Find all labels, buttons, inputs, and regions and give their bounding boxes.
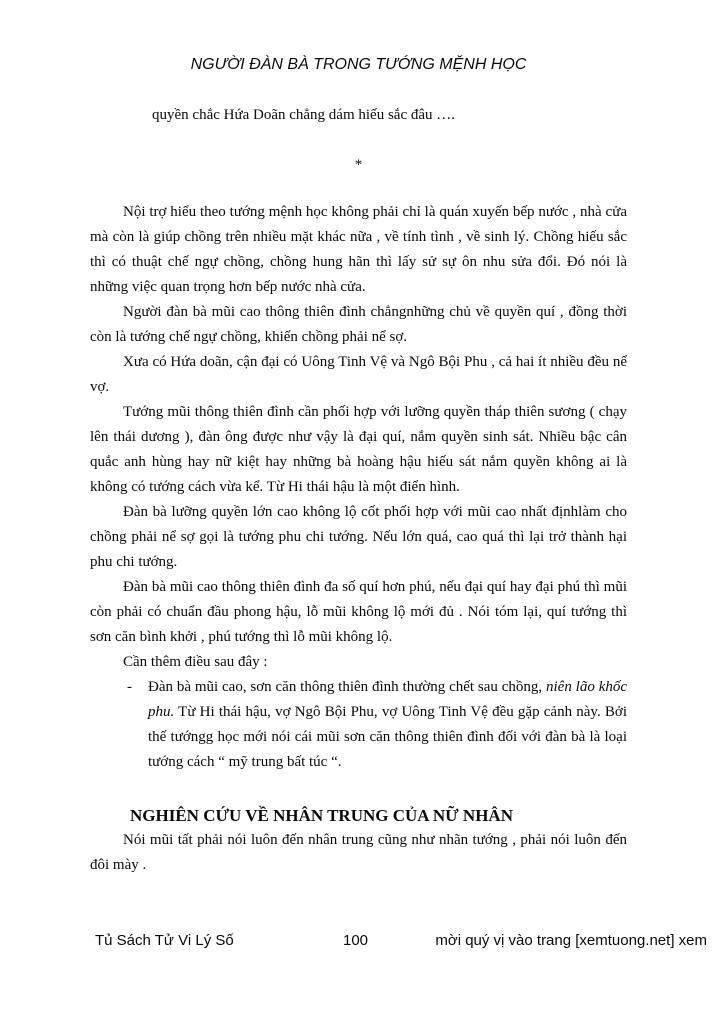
- section-heading: NGHIÊN CỨU VỀ NHÂN TRUNG CỦA NỮ NHÂN: [130, 806, 513, 825]
- paragraph: Đàn bà lưỡng quyền lớn cao không lộ cốt phối hợp với mũi cao nhất địnhlàm cho chồng phải nể sợ gọi là tướng phu chi tướng. Nếu lớn quá, cao quá thì lại trở thành hại phu chi tướng.: [90, 504, 627, 570]
- closing-paragraph: Nói mũi tất phải nói luôn đến nhân trung cũng như nhãn tướng , phải nói luôn đến đôi mày .: [90, 832, 627, 873]
- page-content: [90, 0, 627, 878]
- footer-series-title: Tủ Sách Tử Vi Lý Số: [95, 932, 234, 949]
- paragraph: Tướng mũi thông thiên đình cần phối hợp với lưỡng quyền tháp thiên sương ( chạy lên thái dương ), đàn ông được như vậy là đại quí, nắm quyền sinh sát. Nhiều bậc cân quắc anh hùng hay nữ kiệt hay những bà hoàng hậu hiếu sát nắm quyền không ai là không có tướng cách vừa kể. Từ Hi thái hậu là một điển hình.: [90, 404, 627, 495]
- bullet-dash-marker: -: [127, 679, 132, 695]
- paragraph: Xưa có Hứa doãn, cận đại có Uông Tinh Vệ và Ngô Bội Phu , cả hai ít nhiều đều nể vợ.: [90, 354, 627, 395]
- continuation-line: quyền chắc Hứa Doãn chẳng dám hiếu sắc đâu ….: [152, 107, 456, 123]
- body-text: [90, 200, 627, 878]
- section-separator-star: *: [354, 157, 363, 173]
- footer-site-note: mời quý vị vào trang [xemtuong.net] xem: [435, 932, 707, 949]
- bullet-text-pre: Đàn bà mũi cao, sơn căn thông thiên đình thường chết sau chồng,: [148, 679, 547, 695]
- paragraph: Nội trợ hiểu theo tướng mệnh học không phải chỉ là quán xuyến bếp nước , nhà cửa mà còn là giúp chồng trên nhiều mặt khác nữa , về tính tình , về sinh lý. Chồng hiếu sắc thì có thuật chế ngự chồng, chồng hung hãn thì lấy sử sự ôn nhu sửa đổi. Đó nói là những việc quan trọng hơn bếp nước nhà cửa.: [90, 204, 627, 295]
- bullet-item: [90, 675, 627, 775]
- footer-page-number: 100: [343, 932, 369, 949]
- bullet-text-post: Từ Hi thái hậu, vợ Ngô Bội Phu, vợ Uông Tinh Vệ đều gặp cảnh này. Bởi thế tướngg học mới nói cái mũi sơn căn thông thiên đình đối với đàn bà là loại tướng cách “ mỹ trung bất túc “.: [148, 704, 627, 770]
- note-intro: Cần thêm điều sau đây :: [123, 654, 268, 670]
- page-title: NGƯỜI ĐÀN BÀ TRONG TƯỚNG MỆNH HỌC: [190, 56, 527, 73]
- page-footer: [0, 931, 717, 951]
- paragraph: Người đàn bà mũi cao thông thiên đình chẳngnhững chủ về quyền quí , đồng thời còn là tướng chế ngự chồng, khiến chồng phải nể sợ.: [90, 304, 627, 345]
- bullet-text-italic: niên lão khốc phu.: [148, 679, 628, 720]
- paragraph: Đàn bà mũi cao thông thiên đình đa số quí hơn phú, nếu đại quí hay đại phú thì mũi còn phải có chuẩn đầu phong hậu, lỗ mũi không lộ mới đủ . Nói tóm lại, quí tướng thì sơn căn bình khởi , phú tướng thì lỗ mũi không lộ.: [90, 579, 627, 645]
